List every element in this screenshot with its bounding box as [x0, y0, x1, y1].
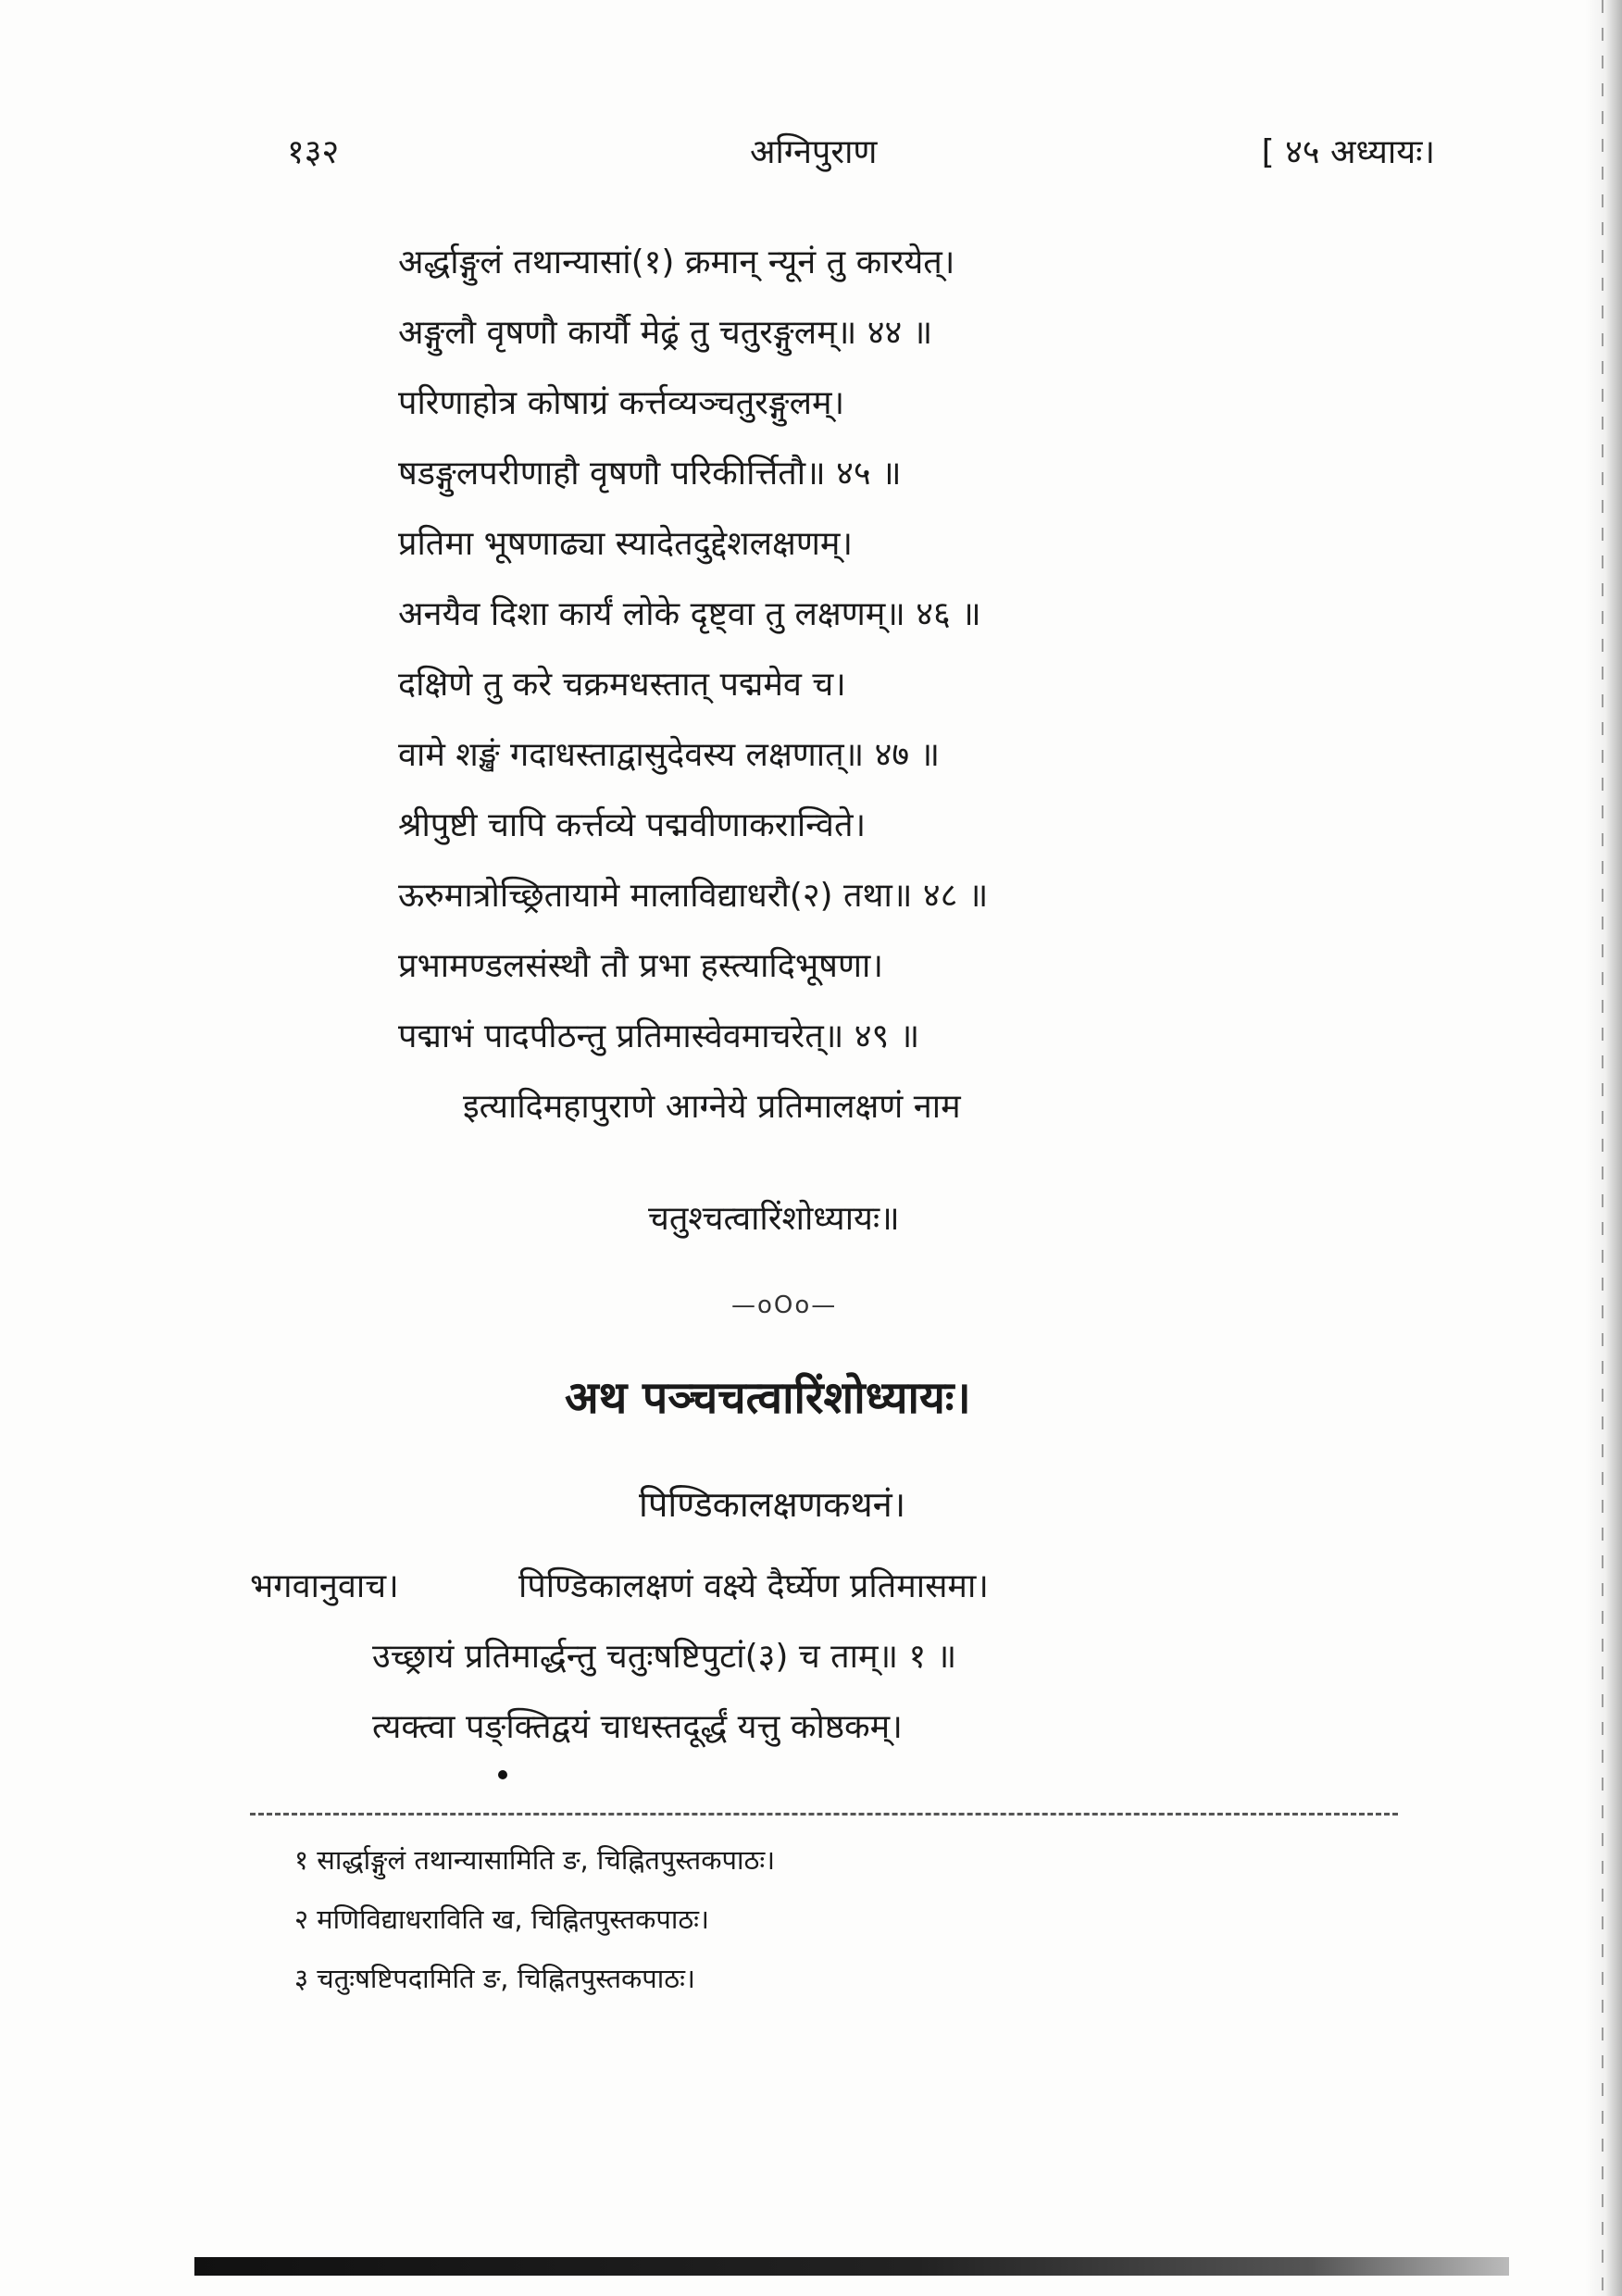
footnote: २ मणिविद्याधराविति ख, चिह्नितपुस्तकपाठः।: [294, 1903, 710, 1935]
page-edge-shadow: [1585, 0, 1622, 2296]
verse-line: प्रतिमा भूषणाढ्या स्यादेतदुद्देशलक्षणम्।: [398, 525, 854, 563]
footnote-separator: [250, 1813, 1398, 1816]
footnotes: [294, 1838, 775, 2015]
body-line: उच्छ्रायं प्रतिमार्द्धन्तु चतुःषष्टिपुटां(३) च ताम्॥ १ ॥: [372, 1638, 957, 1676]
chapter-body: [250, 1563, 1407, 1774]
verse-line: पद्माभं पादपीठन्तु प्रतिमास्वेवमाचरेत्॥ ४९ ॥: [398, 1017, 920, 1055]
book-title: अग्निपुराण: [750, 133, 878, 171]
speaker-label: भगवानुवाच।: [250, 1567, 399, 1605]
running-header: [287, 128, 1435, 183]
verse-line: प्रभामण्डलसंस्थौ तौ प्रभा हस्त्यादिभूषणा।: [398, 947, 883, 985]
page-number: १३२: [287, 133, 340, 171]
verse-line: षडङ्गुलपरीणाहौ वृषणौ परिकीर्त्तितौ॥ ४५ ॥: [398, 455, 902, 493]
verse-block: [398, 239, 1416, 1154]
section-divider: —oOo—: [731, 1292, 838, 1319]
verse-line: ऊरुमात्रोच्छ्रितायामे मालाविद्याधरौ(२) तथा॥ ४८ ॥: [398, 877, 989, 915]
footnote: ३ चतुःषष्टिपदामिति ङ, चिह्नितपुस्तकपाठः।: [294, 1963, 695, 1994]
ink-dot: [498, 1770, 507, 1779]
chapter-heading: अथ पञ्चचत्वारिंशोध्यायः।: [565, 1372, 971, 1424]
chapter-reference: [ ४५ अध्यायः।: [1261, 133, 1435, 171]
verse-line: परिणाहोत्र कोषाग्रं कर्त्तव्यञ्चतुरङ्गुलम्।: [398, 384, 845, 422]
scan-edge-bar: [194, 2257, 1509, 2276]
verse-line: अर्द्धाङ्गुलं तथान्यासां(१) क्रमान् न्यूनं तु कारयेत्।: [398, 243, 955, 281]
verse-line: दक्षिणे तु करे चक्रमधस्तात् पद्ममेव च।: [398, 666, 846, 704]
body-line: त्यक्त्वा पङ्क्तिद्वयं चाधस्तदूर्द्धं यत्तु कोष्ठकम्।: [372, 1708, 903, 1746]
verse-line: वामे शङ्खं गदाधस्ताद्वासुदेवस्य लक्षणात्॥ ४७ ॥: [398, 736, 941, 774]
colophon-line: इत्यादिमहापुराणे आग्नेये प्रतिमालक्षणं नाम: [463, 1088, 961, 1126]
verse-line: अङ्गुलौ वृषणौ कार्यौ मेढ्रं तु चतुरङ्गुलम्॥ ४४ ॥: [398, 314, 933, 352]
verse-line: अनयैव दिशा कार्यं लोके दृष्ट्वा तु लक्षणम्॥ ४६ ॥: [398, 595, 981, 633]
body-text: पिण्डिकालक्षणं वक्ष्ये दैर्घ्येण प्रतिमासमा।: [518, 1567, 989, 1605]
binding-edge: [1602, 0, 1603, 2296]
body-line: [250, 1563, 1407, 1633]
verse-line: श्रीपुष्टी चापि कर्त्तव्ये पद्मवीणाकरान्विते।: [398, 806, 867, 844]
chapter-end-colophon: चतुश्चत्वारिंशोध्यायः॥: [648, 1200, 900, 1238]
footnote: १ सार्द्धाङ्गुलं तथान्यासामिति ङ, चिह्नितपुस्तकपाठः।: [294, 1844, 776, 1876]
chapter-subheading: पिण्डिकालक्षणकथनं।: [639, 1484, 906, 1525]
